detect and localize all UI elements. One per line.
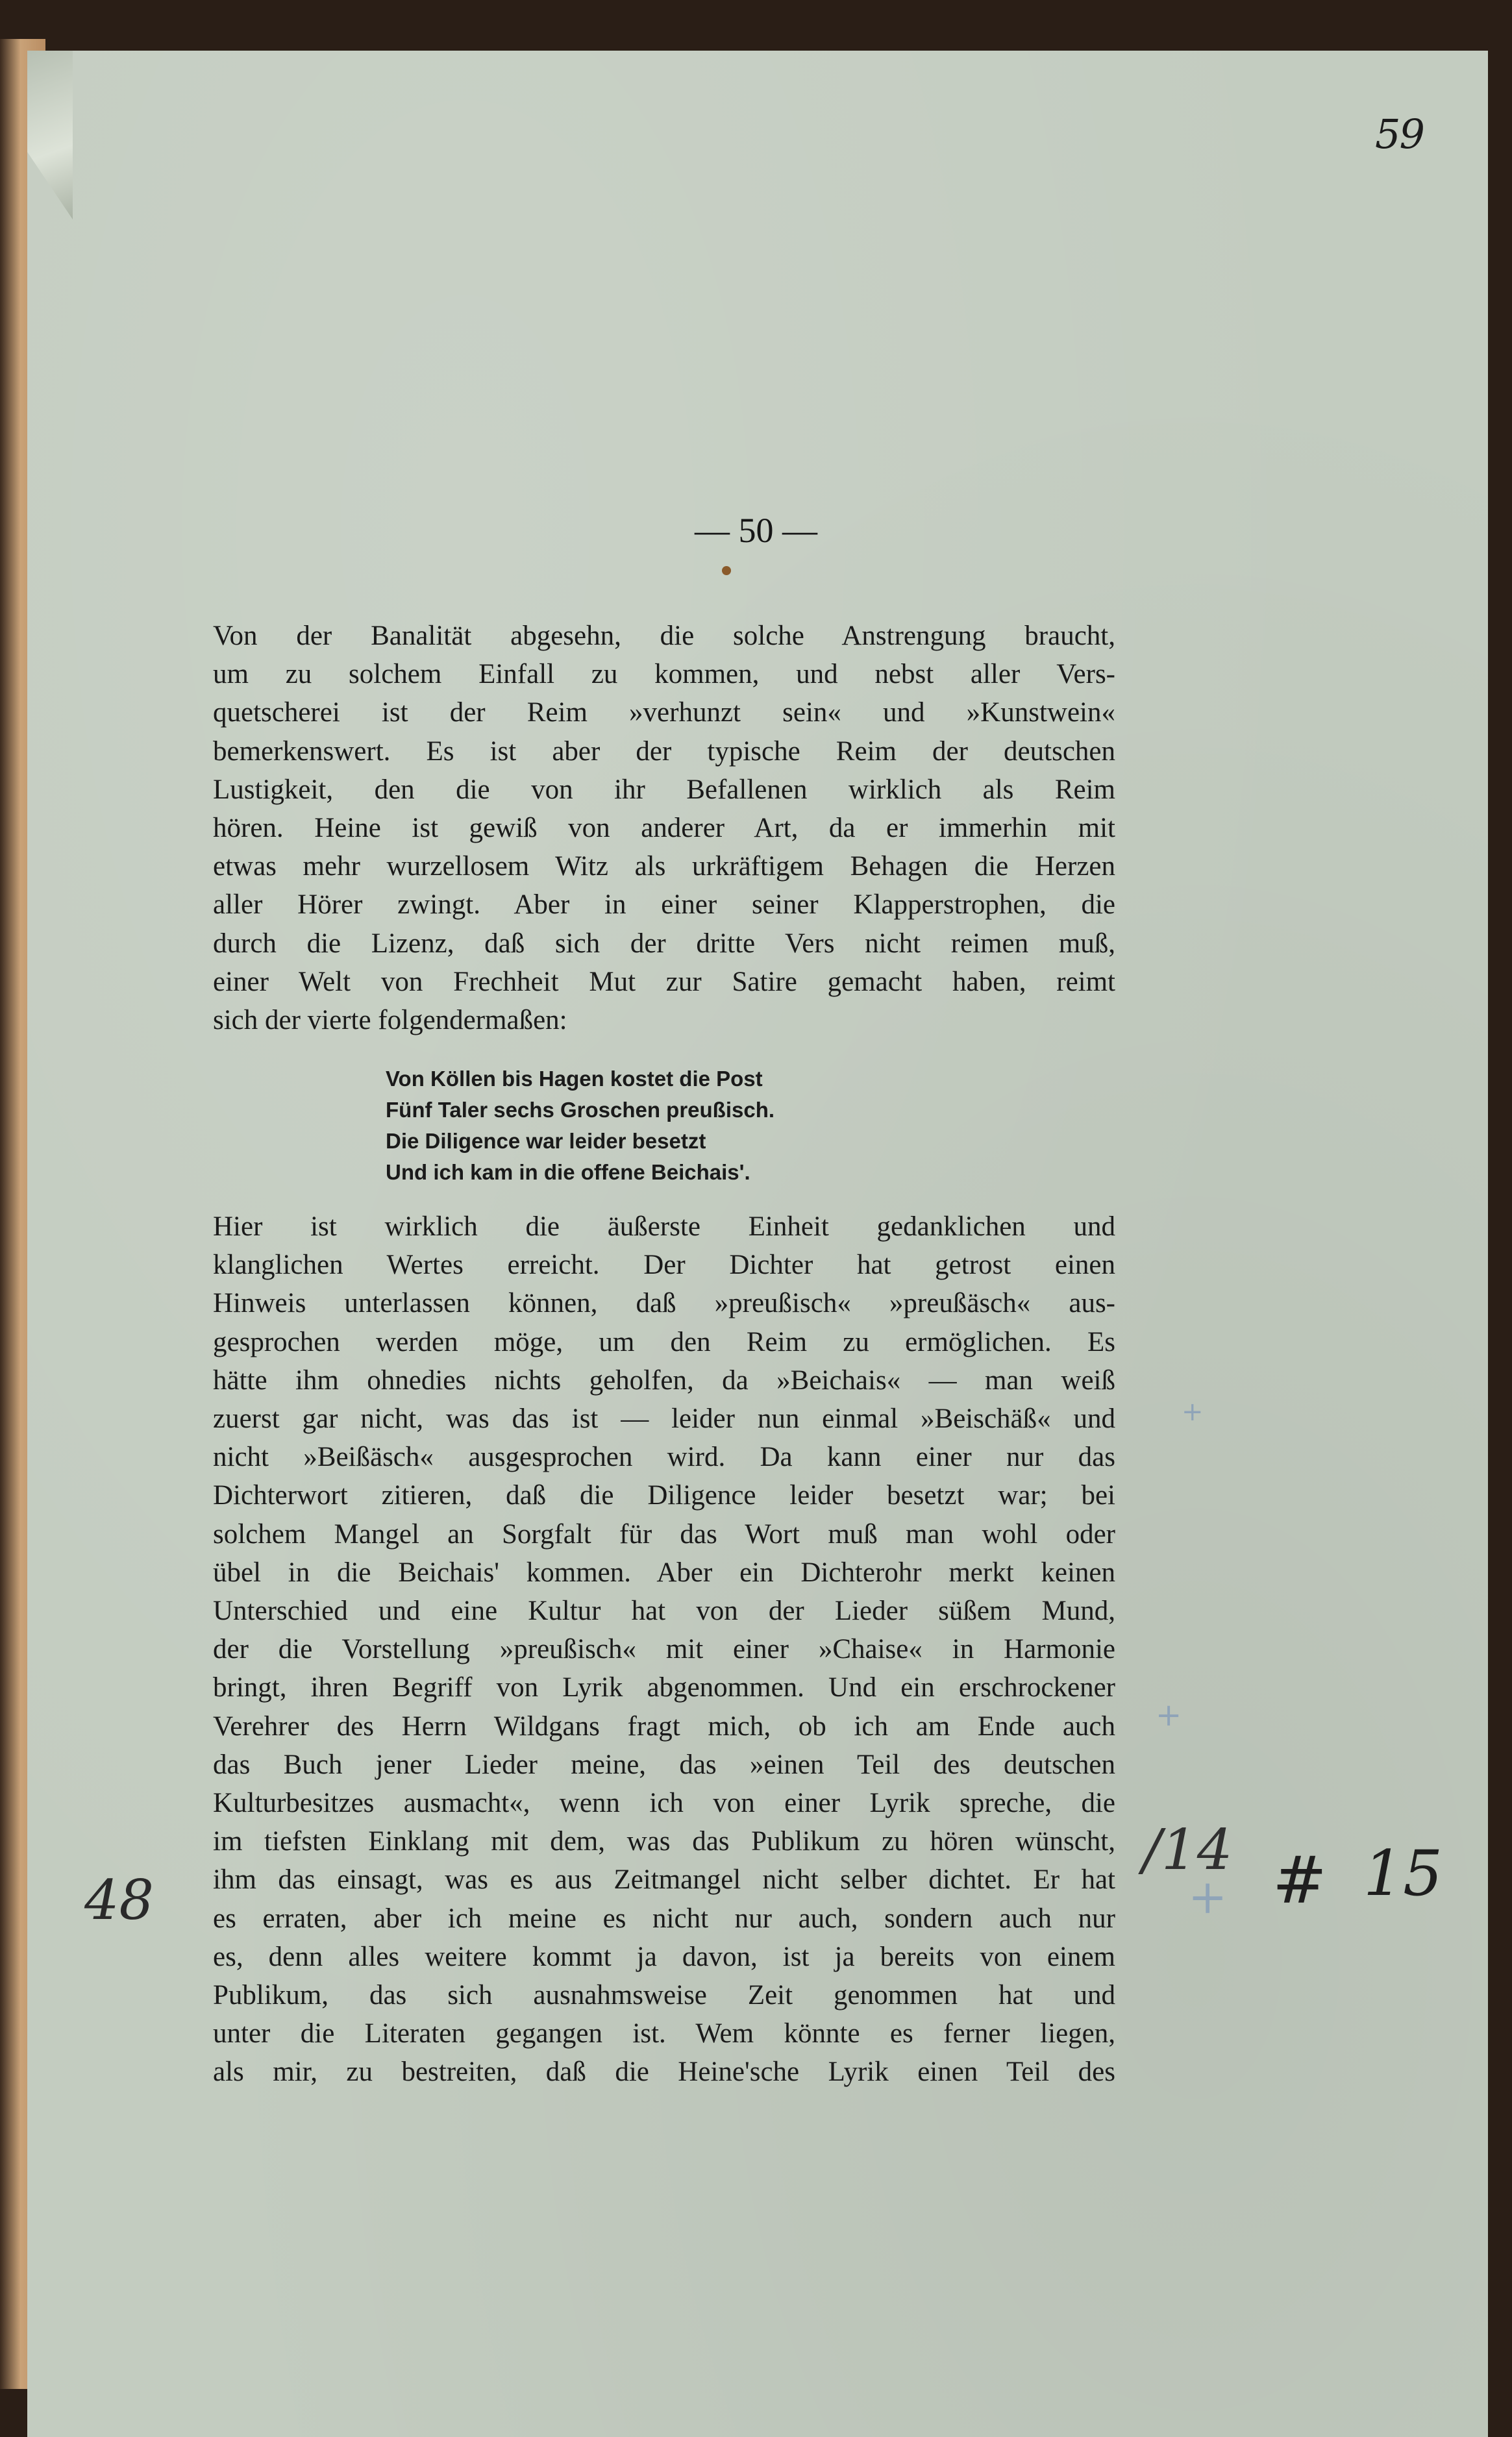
text-line: gesprochen werden möge, um den Reim zu ermöglichen. Es bbox=[213, 1326, 1115, 1357]
text-line: Kulturbesitzes ausmacht«, wenn ich von einer Lyrik spreche, die bbox=[213, 1788, 1115, 1819]
text-line: das Buch jener Lieder meine, das »einen Teil des deutschen bbox=[213, 1749, 1115, 1780]
text-line: einer Welt von Frechheit Mut zur Satire gemacht haben, reimt bbox=[213, 966, 1115, 997]
text-line: Verehrer des Herrn Wildgans fragt mich, ob ich am Ende auch bbox=[213, 1711, 1115, 1742]
text-line: Hier ist wirklich die äußerste Einheit gedanklichen und bbox=[213, 1211, 1115, 1242]
text-line: bringt, ihren Begriff von Lyrik abgenommen. Und ein erschrockener bbox=[213, 1672, 1115, 1703]
paragraph-2 bbox=[213, 1207, 1115, 2092]
quoted-verse bbox=[386, 1063, 775, 1188]
text-line: um zu solchem Einfall zu kommen, und nebst aller Vers- bbox=[213, 659, 1115, 690]
text-line: übel in die Beichais' kommen. Aber ein Dichterohr merkt keinen bbox=[213, 1557, 1115, 1588]
paragraph-1 bbox=[213, 617, 1115, 1039]
verse-line: Die Diligence war leider besetzt bbox=[386, 1129, 706, 1153]
text-line: als mir, zu bestreiten, daß die Heine'sche Lyrik einen Teil des bbox=[213, 2057, 1115, 2088]
margin-annotation-hash: # bbox=[1272, 1842, 1327, 1918]
text-line: solchem Mangel an Sorgfalt für das Wort muß man wohl oder bbox=[213, 1518, 1115, 1550]
text-line: Hinweis unterlassen können, daß »preußisch« »preußäsch« aus- bbox=[213, 1288, 1115, 1319]
text-line: Lustigkeit, den die von ihr Befallenen wirklich als Reim bbox=[213, 774, 1115, 805]
text-line: unter die Literaten gegangen ist. Wem könnte es ferner liegen, bbox=[213, 2018, 1115, 2049]
text-line: Unterschied und eine Kultur hat von der Lieder süßem Mund, bbox=[213, 1596, 1115, 1627]
text-line: klanglichen Wertes erreicht. Der Dichter hat getrost einen bbox=[213, 1250, 1115, 1281]
text-line: zuerst gar nicht, was das ist — leider nun einmal »Beischäß« und bbox=[213, 1404, 1115, 1435]
text-line: Dichterwort zitieren, daß die Diligence leider besetzt war; bei bbox=[213, 1480, 1115, 1511]
verse-line: Fünf Taler sechs Groschen preußisch. bbox=[386, 1098, 775, 1122]
text-line: nicht »Beißäsch« ausgesprochen wird. Da kann einer nur das bbox=[213, 1442, 1115, 1473]
text-line: etwas mehr wurzellosem Witz als urkräftigem Behagen die Herzen bbox=[213, 851, 1115, 882]
text-line: es erraten, aber ich meine es nicht nur auch, sondern auch nur bbox=[213, 1903, 1115, 1934]
pencil-mark: + bbox=[1182, 1397, 1204, 1427]
text-line: sich der vierte folgendermaßen: bbox=[213, 1005, 567, 1036]
verse-line: Und ich kam in die offene Beichais'. bbox=[386, 1160, 750, 1184]
text-line: der die Vorstellung »preußisch« mit einer »Chaise« in Harmonie bbox=[213, 1634, 1115, 1665]
page-number: — 50 — bbox=[695, 511, 817, 550]
pencil-mark: + bbox=[1156, 1697, 1182, 1733]
text-line: es, denn alles weitere kommt ja davon, ist ja bereits von einem bbox=[213, 1941, 1115, 1972]
text-line: durch die Lizenz, daß sich der dritte Vers nicht reimen muß, bbox=[213, 928, 1115, 959]
ink-dot bbox=[722, 566, 731, 575]
text-line: Publikum, das sich ausnahmsweise Zeit genommen hat und bbox=[213, 1980, 1115, 2011]
margin-annotation-number: 15 bbox=[1363, 1837, 1443, 1910]
verse-line: Von Köllen bis Hagen kostet die Post bbox=[386, 1067, 763, 1091]
folio-number: 59 bbox=[1375, 110, 1424, 158]
margin-annotation-right: /14 bbox=[1143, 1818, 1233, 1883]
text-line: hören. Heine ist gewiß von anderer Art, da er immerhin mit bbox=[213, 813, 1115, 844]
text-line: bemerkenswert. Es ist aber der typische Reim der deutschen bbox=[213, 736, 1115, 767]
text-line: quetscherei ist der Reim »verhunzt sein« und »Kunstwein« bbox=[213, 697, 1115, 728]
text-line: Von der Banalität abgesehn, die solche Anstrengung braucht, bbox=[213, 621, 1115, 651]
text-line: im tiefsten Einklang mit dem, was das Publikum zu hören wünscht, bbox=[213, 1826, 1115, 1857]
text-line: ihm das einsagt, was es aus Zeitmangel nicht selber dichtet. Er hat bbox=[213, 1864, 1115, 1896]
text-line: hätte ihm ohnedies nichts geholfen, da »Beichais« — man weiß bbox=[213, 1365, 1115, 1396]
margin-annotation-left: 48 bbox=[84, 1868, 154, 1932]
margin-annotation-plus: + bbox=[1188, 1870, 1228, 1924]
text-line: aller Hörer zwingt. Aber in einer seiner Klapperstrophen, die bbox=[213, 889, 1115, 921]
